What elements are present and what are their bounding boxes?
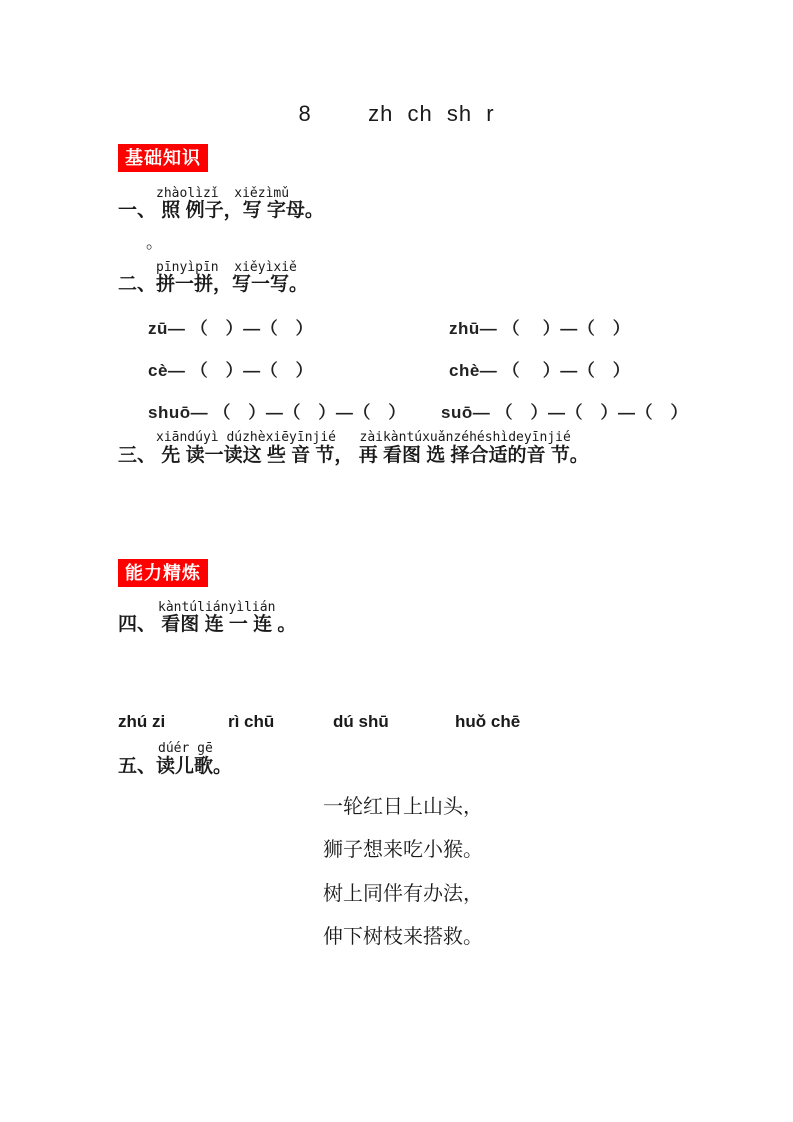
word-dushu: dú shū	[333, 712, 389, 731]
blend-row-ce: cè— （ ）—（ ）	[148, 361, 314, 380]
poem-line-4: 伸下树枝来搭救。	[323, 926, 483, 948]
section4-text: 看图 连 一 连 。	[156, 614, 297, 635]
word-richu: rì chū	[228, 712, 275, 731]
section4-number: 四、	[118, 614, 157, 635]
section2-number: 二、	[118, 274, 157, 295]
poem-line-1: 一轮红日上山头，	[323, 796, 483, 818]
badge-basic-knowledge: 基础知识	[118, 144, 208, 172]
section3-number: 三、	[118, 445, 157, 466]
word-zhuzi: zhú zi	[118, 712, 166, 731]
blend-row-zu: zū— （ ）—（ ）	[148, 319, 314, 338]
section5-pinyin: dúér gē	[158, 741, 213, 756]
section3-text: 先 读一读这 些 音 节， 再 看图 选 择合适的音 节。	[156, 445, 589, 466]
poem-line-3: 树上同伴有办法，	[323, 883, 483, 905]
section5-number: 五、	[118, 756, 157, 777]
section5-text: 读儿歌。	[156, 756, 233, 777]
blend-row-che: chè— （ ）—（ ）	[449, 361, 631, 380]
blend-row-shuo: shuō— （ ）—（ ）—（ ）	[148, 403, 406, 422]
blend-row-suo: suō— （ ）—（ ）—（ ）	[441, 403, 688, 422]
poem-line-2: 狮子想来吃小猴。	[323, 839, 483, 861]
badge-ability-practice: 能力精炼	[118, 559, 208, 587]
section1-line	[118, 199, 324, 223]
section3-pinyin: xiāndúyì dúzhèxiēyīnjié zàikàntúxuǎnzéhéshìdeyīnjié	[156, 430, 571, 445]
section5-line	[118, 755, 232, 779]
word-huoche: huǒ chē	[455, 712, 521, 731]
section2-pinyin: pīnyìpīn xiěyìxiě	[156, 260, 297, 275]
blend-row-zhu: zhū— （ ）—（ ）	[449, 319, 631, 338]
section4-pinyin: kàntúliányìlián	[158, 600, 276, 615]
section2-line	[118, 273, 308, 297]
section1-text: 照 例子，写 字母。	[156, 200, 324, 221]
section1-stray-period: 。	[146, 233, 163, 252]
section4-line	[118, 613, 296, 637]
section1-pinyin: zhàolìzǐ xiězìmǔ	[156, 186, 290, 201]
lesson-title: 8 zh ch sh r	[298, 101, 495, 126]
section1-number: 一、	[118, 200, 157, 221]
section2-text: 拼一拼，写一写。	[156, 274, 309, 295]
section3-line	[118, 444, 589, 468]
